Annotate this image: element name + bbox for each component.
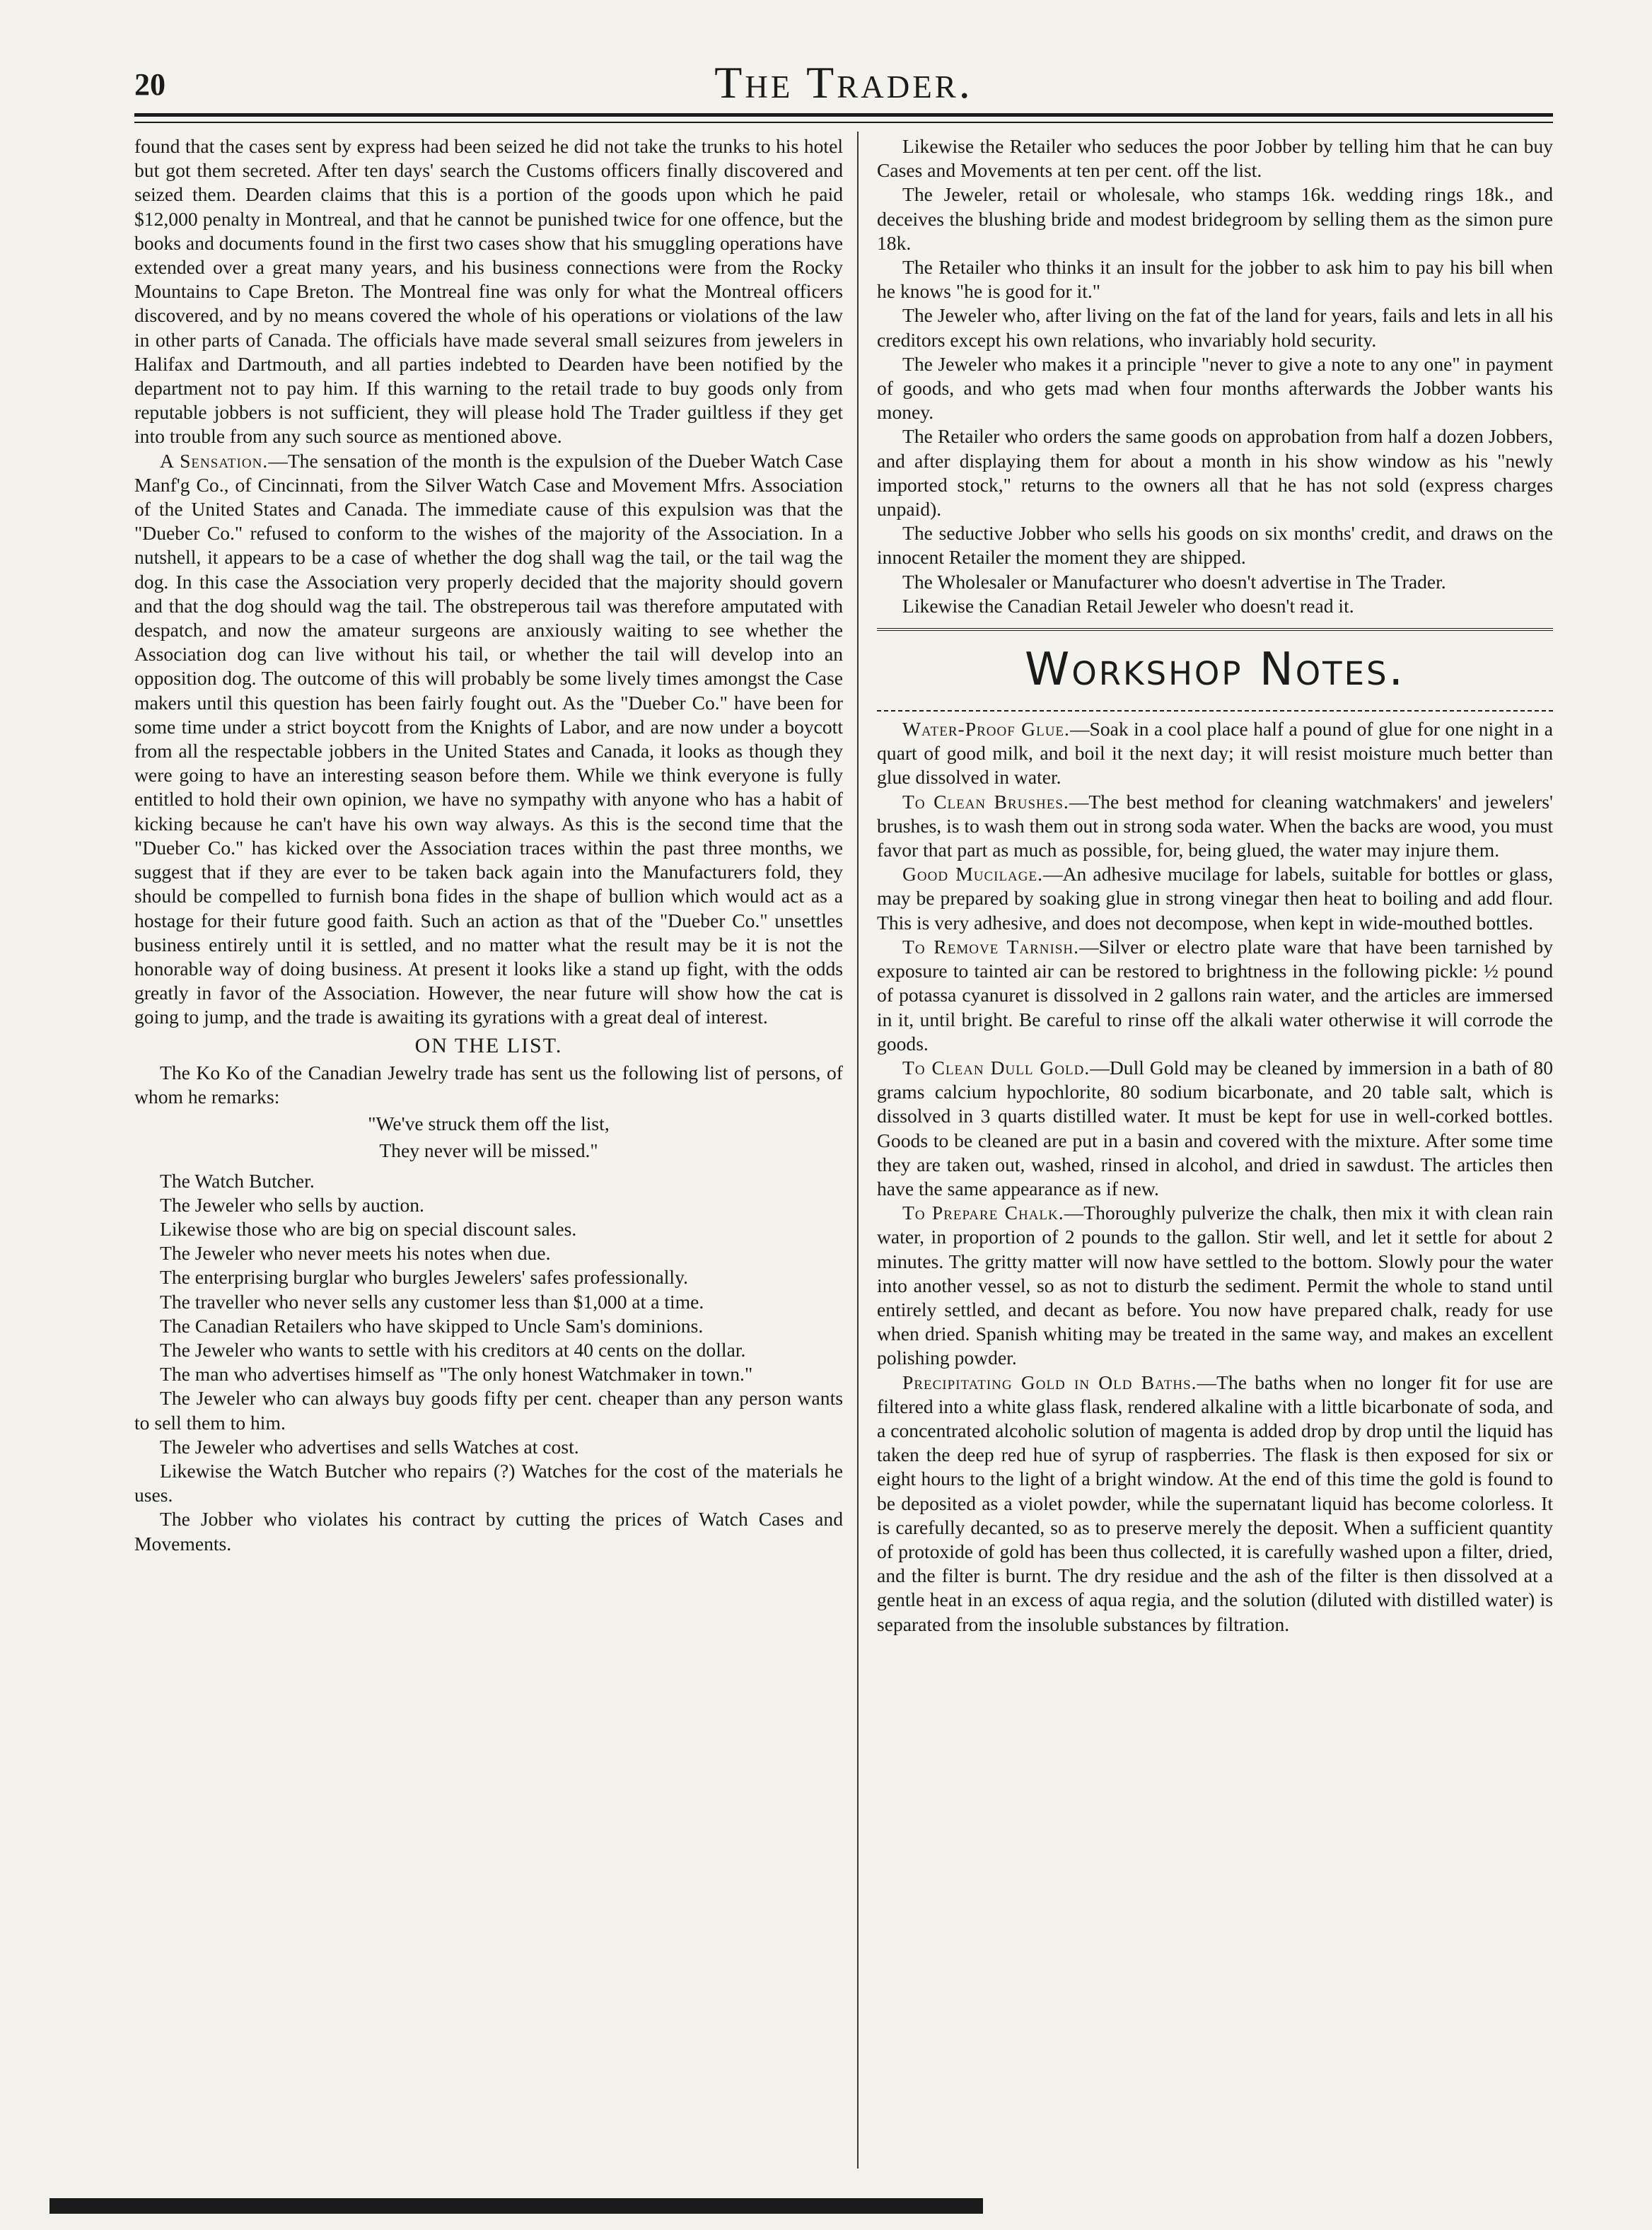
note-prepare-chalk — [877, 1201, 1553, 1370]
note-lead: Good Mucilage. — [902, 863, 1044, 885]
list-item: The Jeweler, retail or wholesale, who stamps 16k. wedding rings 18k., and deceives the blushing bride and modest bridegroom by selling them as the simon pure 18k. — [877, 183, 1553, 254]
banner-rule-top — [877, 628, 1553, 631]
list-item: The enterprising burglar who burgles Jewelers' safes professionally. — [160, 1266, 688, 1289]
note-lead: To Remove Tarnish. — [902, 935, 1080, 958]
list-item: Likewise those who are big on special discount sales. — [160, 1217, 577, 1240]
sensation-lead: A Sensation. — [160, 449, 269, 472]
note-body: —An adhesive mucilage for labels, suitable for bottles or glass, may be prepared by soaking glue in strong vinegar then heat to boiling and add flour. This is very adhesive, and does not decompose, when kept in wide-mouthed bottles. — [877, 863, 1553, 934]
list-intro: The Ko Ko of the Canadian Jewelry trade has sent us the following list of persons, of whom he remarks: — [134, 1061, 843, 1108]
list-item: The seductive Jobber who sells his goods on six months' credit, and draws on the innocent Retailer the moment they are shipped. — [877, 522, 1553, 569]
workshop-notes-title: Workshop Notes. — [1025, 644, 1405, 697]
list-item: The Jeweler who, after living on the fat of the land for years, fails and lets in all his creditors except his own relations, who invariably hold security. — [877, 304, 1553, 351]
list-item: Likewise the Retailer who seduces the poor Jobber by telling him that he can buy Cases and Movements at ten per cent. off the list. — [877, 135, 1553, 182]
note-lead: To Clean Brushes. — [902, 790, 1069, 813]
note-lead: Water-Proof Glue. — [902, 718, 1070, 741]
header-rule-thin — [134, 122, 1553, 123]
list-item: The Watch Butcher. — [160, 1169, 315, 1192]
note-body: —Silver or electro plate ware that have been tarnished by exposure to tainted air can be restored to brightness in the following pickle: ½ pound of potassa cyanuret is dissolved in 2 gallons rain water, and the articles are immersed in it, until bright. Be careful to rinse off the alkali water otherwise it will corrode the goods. — [877, 935, 1554, 1055]
note-good-mucilage — [877, 862, 1553, 935]
list-item: Likewise the Watch Butcher who repairs (?) Watches for the cost of the materials he uses. — [134, 1459, 843, 1506]
banner-rule-bottom — [877, 710, 1553, 712]
bottom-scan-bar — [50, 2198, 983, 2214]
left-column — [134, 134, 843, 1556]
list-item: The Retailer who thinks it an insult for the jobber to ask him to pay his bill when he knows "he is good for it." — [877, 256, 1553, 303]
column-divider — [857, 132, 859, 2168]
list-item: The man who advertises himself as "The only honest Watchmaker in town." — [160, 1363, 753, 1386]
list-item: The Jeweler who wants to settle with his creditors at 40 cents on the dollar. — [160, 1338, 746, 1361]
masthead-title: The Trader. — [714, 57, 973, 108]
note-body: —The best method for cleaning watchmakers' and jewelers' brushes, is to wash them out in strong soda water. When the backs are wood, you must favor that part as much as possible, for, being glued, the water may injure them. — [877, 790, 1553, 861]
note-body: —Thoroughly pulverize the chalk, then mix it with clean rain water, in proportion of 2 pounds to the gallon. Stir well, and let it settle for about 2 minutes. The gritty matter will now have settled to the bottom. Slowly pour the water into another vessel, so as not to disturb the sediment. Permit the whole to stand until entirely settled, and decant as before. You now have prepared chalk, ready for use when dried. Spanish whiting may be treated in the same way, and makes an excellent polishing powder. — [877, 1202, 1553, 1369]
note-body: —Soak in a cool place half a pound of glue for one night in a quart of good milk, and boil it the next day; it will resist moisture much better than glue dissolved in water. — [877, 718, 1553, 789]
list-item: The Jobber who violates his contract by cutting the prices of Watch Cases and Movements. — [134, 1508, 843, 1555]
page-number: 20 — [134, 67, 165, 102]
list-item: Likewise the Canadian Retail Jeweler who doesn't read it. — [902, 594, 1354, 617]
list-item: The Wholesaler or Manufacturer who doesn't advertise in The Trader. — [902, 570, 1446, 593]
note-clean-dull-gold — [877, 1056, 1553, 1201]
quote-line-1: "We've struck them off the list, — [368, 1113, 610, 1135]
page-header — [134, 51, 1553, 116]
dearden-paragraph: found that the cases sent by express had been seized he did not take the trunks to his hotel but got them secreted. After ten days' search the Customs officers finally discovered and seized them. Dearden claims that this is a portion of the goods upon which he paid $12,000 penalty in Montreal, and that he cannot be punished twice for one offence, but the books and documents found in the first two cases show that his smuggling operations have extended over a great many years, and his business connections were from the Rocky Mountains to Cape Breton. The Montreal fine was only for what the Montreal officers discovered, and by no means covered the whole of his operations or violations of the law in other parts of Canada. The officials have made several small seizures from jewelers in Halifax and Dartmouth, and all parties indebted to Dearden have been notified by the department not to pay him. If this warning to the retail trade to buy goods only from reputable jobbers is not sufficient, they will please hold The Trader guiltless if they get into trouble from any such source as mentioned above. — [134, 135, 843, 448]
sensation-body: —The sensation of the month is the expulsion of the Dueber Watch Case Manf'g Co., of Cincinnati, from the Silver Watch Case and Movement Mfrs. Association of the United States and Canada. The immediate cause of this expulsion was that the "Dueber Co." refused to conform to the wishes of the majority of the Association. In a nutshell, it appears to be a case of whether the dog shall wag the tail, or the tail wag the dog. In this case the Association very properly decided that the majority should govern and that the dog should wag the tail. The obstreperous tail was therefore amputated with despatch, and now the amateur surgeons are anxiously waiting to see whether the Association dog can live without his tail, or whether the tail will develop into an opposition dog. The outcome of this will probably be some lively times amongst the Case makers until this question has been fairly fought out. As the "Dueber Co." have been for some time under a strict boycott from the Knights of Labor, and are now under a boycott from all the respectable jobbers in the United States and Canada, it looks as though they were going to have an interesting season before them. While we think everyone is fully entitled to hold their own opinion, we have no sympathy with anyone who has a habit of kicking because he can't have his own way always. As this is the second time that the "Dueber Co." has kicked over the Association traces within the past three months, we suggest that if they are ever to be taken back again into the Manufacturers fold, they should be compelled to furnish bona fides in the shape of bullion which would act as a hostage for their future good faith. Such an action as that of the "Dueber Co." unsettles business entirely until it is settled, and no matter what the result may be it is not the honorable way of doing business. At present it looks like a stand up fight, with the odds greatly in favor of the Association. However, the near future will show how the cat is going to jump, and the trade is awaiting its gyrations with a great deal of interest. — [134, 449, 843, 1028]
header-rule-thick — [134, 113, 1553, 117]
list-item: The Jeweler who advertises and sells Watches at cost. — [160, 1435, 579, 1458]
right-column — [877, 134, 1553, 1637]
note-clean-brushes — [877, 790, 1553, 863]
note-remove-tarnish — [877, 935, 1553, 1056]
list-item: The Canadian Retailers who have skipped to Uncle Sam's dominions. — [160, 1314, 704, 1337]
sensation-paragraph — [134, 449, 843, 1030]
note-lead: Precipitating Gold in Old Baths. — [902, 1371, 1197, 1393]
list-heading: ON THE LIST. — [414, 1033, 563, 1057]
list-item: The traveller who never sells any customer less than $1,000 at a time. — [160, 1290, 704, 1313]
note-body: —The baths when no longer fit for use are filtered into a white glass flask, rendered alkaline with a little bicarbonate of soda, and a concentrated alcoholic solution of magenta is added drop by drop until the liquid has taken the deep red hue of syrup of raspberries. The flask is then exposed for six or eight hours to the light of a bright window. At the end of this time the gold is found to be deposited as a violet powder, while the supernatant liquid has become colorless. It is carefully decanted, so as to preserve merely the deposit. When a sufficient quantity of protoxide of gold has been thus collected, it is carefully washed upon a filter, dried, and the filter is burnt. The dry residue and the ash of the filter is then dissolved at a gentle heat in an excess of aqua regia, and the solution (diluted with distilled water) is separated from the insoluble substances by filtration. — [877, 1371, 1554, 1635]
list-item: The Jeweler who makes it a principle "never to give a note to any one" in payment of goods, and who gets mad when four months afterwards the Jobber wants his money. — [877, 352, 1553, 424]
workshop-notes-banner — [877, 628, 1553, 712]
note-body: —Dull Gold may be cleaned by immersion in a bath of 80 grams calcium hypochlorite, 80 sodium bicarbonate, and 20 table salt, which is dissolved in 3 quarts distilled water. It must be kept for use in well-corked bottles. Goods to be cleaned are put in a basin and covered with the mixture. After some time they are taken out, washed, rinsed in alcohol, and dried in sawdust. The articles then have the same appearance as if new. — [877, 1056, 1553, 1200]
note-precipitating-gold — [877, 1371, 1553, 1637]
list-item: The Jeweler who never meets his notes when due. — [160, 1242, 551, 1265]
note-lead: To Prepare Chalk. — [902, 1202, 1064, 1224]
note-water-proof-glue — [877, 717, 1553, 790]
note-lead: To Clean Dull Gold. — [902, 1056, 1090, 1079]
list-item: The Jeweler who can always buy goods fifty per cent. cheaper than any person wants to sell them to him. — [134, 1387, 843, 1434]
list-item: The Jeweler who sells by auction. — [160, 1193, 424, 1216]
quote-line-2: They never will be missed." — [379, 1139, 598, 1162]
list-item: The Retailer who orders the same goods on approbation from half a dozen Jobbers, and after displaying them for about a month in his show window as his "newly imported stock," returns to the owners all that he has not sold (express charges unpaid). — [877, 425, 1553, 521]
